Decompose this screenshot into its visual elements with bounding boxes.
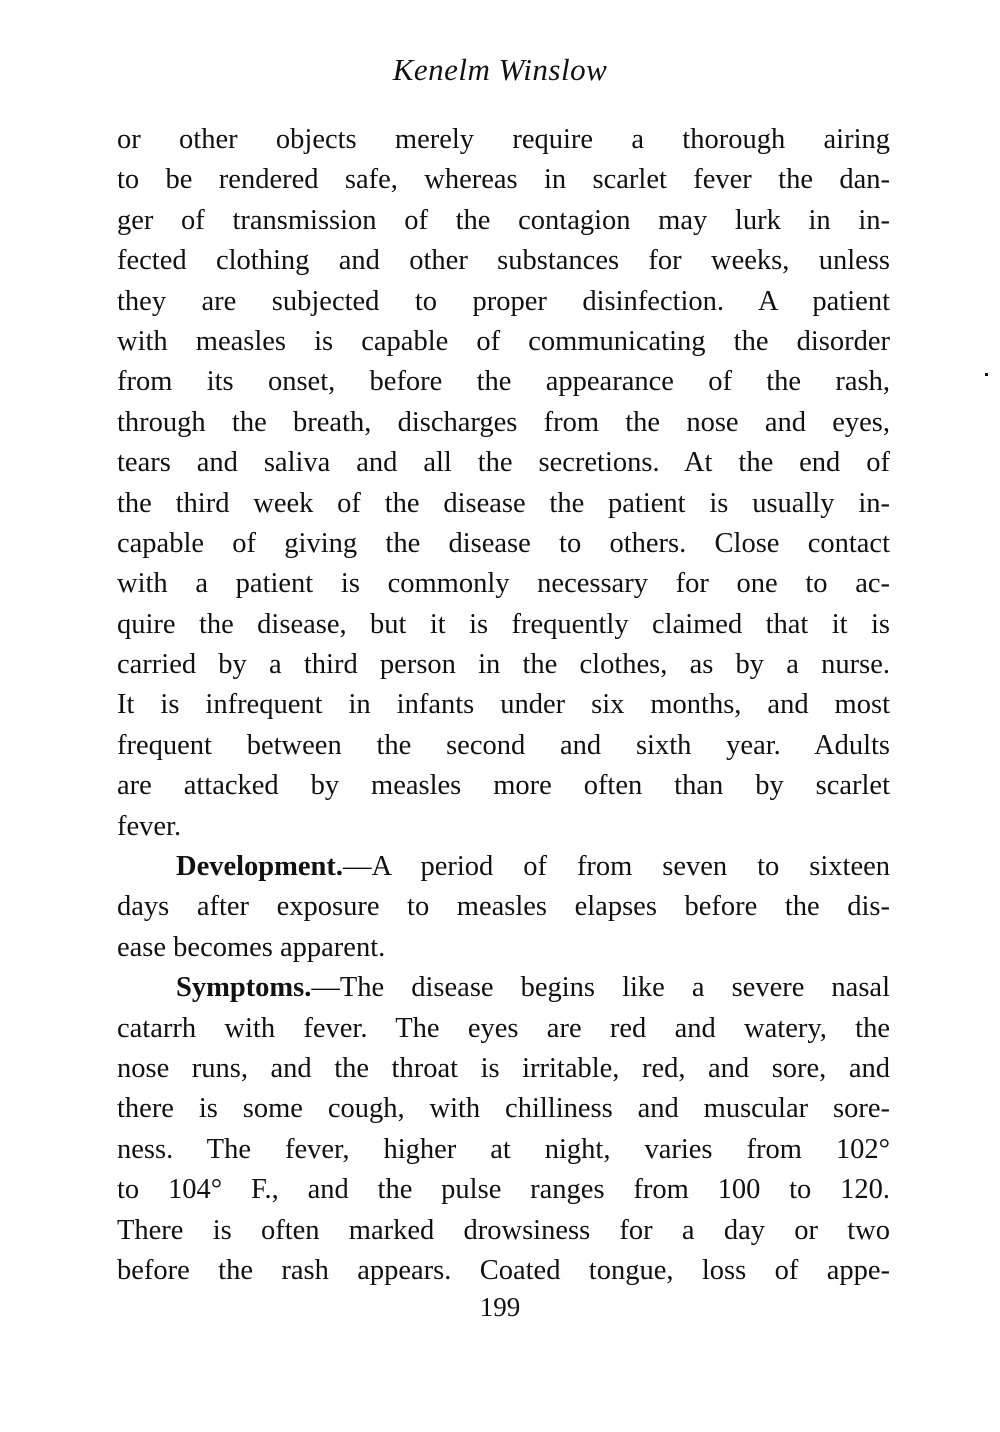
- text-line: nose runs, and the throat is irritable, red, and sore, and: [117, 1052, 890, 1084]
- text-line: There is often marked drowsiness for a day or two: [117, 1214, 890, 1246]
- text-line: to be rendered safe, whereas in scarlet fever the dan-: [117, 164, 890, 196]
- text-run: —The disease begins like a severe nasal: [311, 972, 890, 1004]
- paragraph-continuation: [117, 120, 890, 847]
- page-number: 199: [479, 1292, 521, 1322]
- running-head: Kenelm Winslow: [392, 52, 608, 87]
- text-line: ness. The fever, higher at night, varies from 102°: [117, 1133, 890, 1165]
- text-line: they are subjected to proper disinfection. A patient: [117, 285, 890, 317]
- text-line: are attacked by measles more often than by scarlet: [117, 770, 890, 802]
- text-line: fected clothing and other substances for weeks, unless: [117, 245, 890, 277]
- paragraph-development: [117, 847, 890, 968]
- text-line: fever.: [117, 810, 182, 842]
- text-line: the third week of the disease the patient is usually in-: [117, 487, 890, 519]
- text-line: to 104° F., and the pulse ranges from 100 to 120.: [117, 1174, 890, 1206]
- text-line: ease becomes apparent.: [117, 931, 386, 963]
- text-line: tears and saliva and all the secretions. At the end of: [117, 447, 890, 479]
- text-line: or other objects merely require a thorough airing: [117, 124, 890, 155]
- text-run: —A period of from seven to sixteen: [343, 851, 890, 883]
- text-line: catarrh with fever. The eyes are red and watery, the: [117, 1012, 890, 1044]
- text-line: It is infrequent in infants under six months, and most: [117, 689, 890, 721]
- text-line: quire the disease, but it is frequently claimed that it is: [117, 608, 890, 640]
- text-line: capable of giving the disease to others. Close contact: [117, 527, 890, 559]
- text-line: there is some cough, with chilliness and muscular sore-: [117, 1093, 890, 1125]
- text-line: frequent between the second and sixth year. Adults: [117, 729, 890, 761]
- text-line: carried by a third person in the clothes, as by a nurse.: [117, 649, 890, 681]
- text-line: ger of transmission of the contagion may lurk in in-: [117, 204, 890, 236]
- text-line: with measles is capable of communicating the disorder: [117, 325, 890, 357]
- text-line: from its onset, before the appearance of the rash,: [117, 366, 890, 398]
- text-line: days after exposure to measles elapses before the dis-: [117, 891, 890, 923]
- section-heading-development: Development.: [176, 851, 344, 883]
- scan-speck: [985, 373, 988, 376]
- text-line: before the rash appears. Coated tongue, loss of appe-: [117, 1254, 890, 1286]
- body-text: [117, 120, 890, 1291]
- section-heading-symptoms: Symptoms.: [176, 972, 312, 1004]
- text-line: [117, 968, 890, 1008]
- text-line: through the breath, discharges from the nose and eyes,: [117, 406, 890, 438]
- text-line: with a patient is commonly necessary for one to ac-: [117, 568, 890, 600]
- paragraph-symptoms: [117, 968, 890, 1291]
- text-line: [117, 847, 890, 887]
